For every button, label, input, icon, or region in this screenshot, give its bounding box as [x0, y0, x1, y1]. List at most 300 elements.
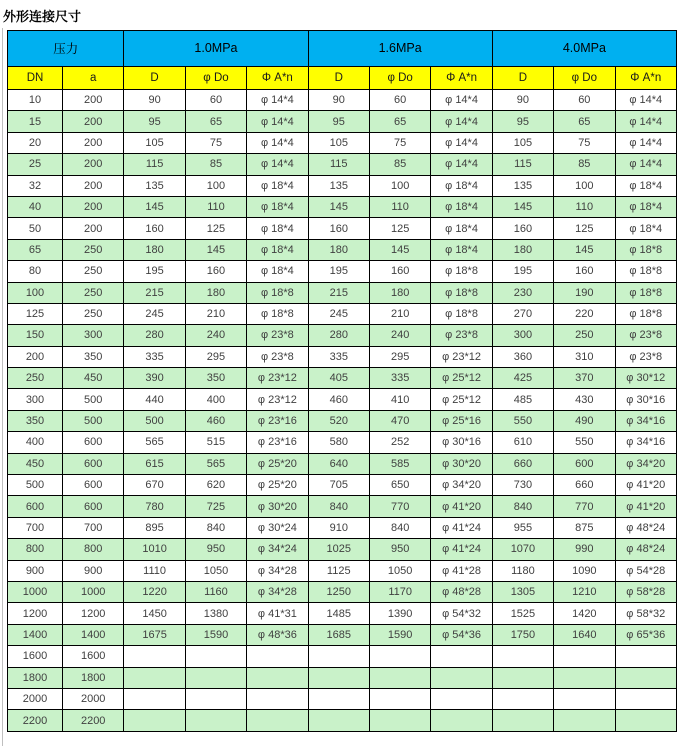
table-cell: φ 23*16 [247, 410, 308, 431]
table-cell: φ 41*20 [615, 475, 676, 496]
table-cell: 90 [124, 90, 185, 111]
table-cell: 135 [492, 175, 553, 196]
table-cell [615, 646, 676, 667]
table-cell: φ 34*28 [247, 560, 308, 581]
table-cell: 1400 [63, 624, 124, 645]
sheet-left-gridline [2, 28, 3, 746]
table-cell: 160 [124, 218, 185, 239]
table-cell: 160 [492, 218, 553, 239]
table-cell: φ 34*24 [247, 539, 308, 560]
table-cell: 450 [63, 368, 124, 389]
table-cell: 600 [554, 453, 615, 474]
table-cell: 60 [369, 90, 430, 111]
table-cell: φ 14*4 [431, 132, 492, 153]
table-cell [308, 667, 369, 688]
table-cell: 160 [185, 261, 246, 282]
table-cell: 250 [554, 325, 615, 346]
table-cell: 640 [308, 453, 369, 474]
table-cell: 520 [308, 410, 369, 431]
table-cell: 500 [63, 410, 124, 431]
table-cell: 240 [369, 325, 430, 346]
table-row [8, 90, 677, 111]
table-cell [247, 710, 308, 731]
table-cell: φ 30*20 [431, 453, 492, 474]
table-row [8, 389, 677, 410]
table-row [8, 539, 677, 560]
table-cell [369, 688, 430, 709]
table-cell: φ 14*4 [615, 154, 676, 175]
table-cell [124, 688, 185, 709]
table-row [8, 496, 677, 517]
table-cell: 950 [185, 539, 246, 560]
table-cell: φ 18*4 [431, 175, 492, 196]
table-cell: 65 [554, 111, 615, 132]
table-cell: 250 [8, 368, 63, 389]
table-cell [124, 646, 185, 667]
table-cell: 360 [492, 346, 553, 367]
table-cell: 295 [369, 346, 430, 367]
table-cell: 250 [63, 303, 124, 324]
table-cell [492, 646, 553, 667]
table-cell: 725 [185, 496, 246, 517]
table-cell: 200 [8, 346, 63, 367]
table-row [8, 560, 677, 581]
table-cell: φ 34*20 [615, 453, 676, 474]
table-cell: 135 [308, 175, 369, 196]
table-cell: φ 58*28 [615, 581, 676, 602]
table-cell: 15 [8, 111, 63, 132]
table-cell: 1180 [492, 560, 553, 581]
table-cell: φ 14*4 [247, 90, 308, 111]
table-cell: φ 18*8 [247, 282, 308, 303]
table-cell: φ 18*4 [615, 218, 676, 239]
table-cell: φ 41*20 [431, 496, 492, 517]
table-cell: 2000 [63, 688, 124, 709]
table-cell: 490 [554, 410, 615, 431]
table-cell: 200 [63, 196, 124, 217]
table-cell: 705 [308, 475, 369, 496]
table-cell: φ 30*24 [247, 517, 308, 538]
table-cell: 500 [8, 475, 63, 496]
column-header: D [308, 66, 369, 90]
column-header: Φ A*n [247, 66, 308, 90]
table-row [8, 303, 677, 324]
table-cell: 145 [554, 239, 615, 260]
table-cell: 95 [124, 111, 185, 132]
table-row [8, 432, 677, 453]
table-row [8, 453, 677, 474]
table-cell: 145 [369, 239, 430, 260]
table-cell [431, 646, 492, 667]
table-cell [492, 688, 553, 709]
table-cell [247, 688, 308, 709]
table-cell: 2200 [8, 710, 63, 731]
table-cell: 500 [63, 389, 124, 410]
table-cell: 335 [308, 346, 369, 367]
table-cell: 105 [308, 132, 369, 153]
table-cell: φ 30*20 [247, 496, 308, 517]
table-cell: 1250 [308, 581, 369, 602]
table-cell: 565 [185, 453, 246, 474]
table-cell: 310 [554, 346, 615, 367]
table-cell: 565 [124, 432, 185, 453]
table-cell [369, 710, 430, 731]
table-cell: 105 [492, 132, 553, 153]
table-cell: 1220 [124, 581, 185, 602]
table-row [8, 325, 677, 346]
table-row [8, 175, 677, 196]
table-cell: φ 18*4 [431, 218, 492, 239]
table-cell: φ 30*12 [615, 368, 676, 389]
table-cell [247, 667, 308, 688]
table-cell: 840 [185, 517, 246, 538]
table-cell: φ 18*4 [431, 196, 492, 217]
table-cell: 125 [554, 218, 615, 239]
pressure-label-header: 压力 [8, 31, 124, 67]
table-cell: 100 [369, 175, 430, 196]
table-cell: 955 [492, 517, 553, 538]
table-cell: φ 54*36 [431, 624, 492, 645]
table-cell: 1640 [554, 624, 615, 645]
table-cell: 430 [554, 389, 615, 410]
table-cell: 800 [8, 539, 63, 560]
table-cell: 65 [8, 239, 63, 260]
table-cell: 770 [369, 496, 430, 517]
table-cell: φ 18*8 [615, 239, 676, 260]
table-cell: 440 [124, 389, 185, 410]
table-cell: 160 [308, 218, 369, 239]
table-cell: 280 [308, 325, 369, 346]
table-cell: 60 [554, 90, 615, 111]
table-row [8, 239, 677, 260]
table-cell: 80 [8, 261, 63, 282]
table-cell: 1400 [8, 624, 63, 645]
table-row [8, 218, 677, 239]
table-cell: φ 18*4 [431, 239, 492, 260]
table-cell: 600 [63, 432, 124, 453]
table-cell: φ 23*8 [615, 325, 676, 346]
table-cell: 180 [369, 282, 430, 303]
table-cell: 1050 [185, 560, 246, 581]
table-cell: 620 [185, 475, 246, 496]
table-cell: 295 [185, 346, 246, 367]
table-cell: φ 41*24 [431, 517, 492, 538]
table-cell: 660 [554, 475, 615, 496]
table-cell: 125 [369, 218, 430, 239]
table-cell: φ 18*8 [431, 282, 492, 303]
table-cell: φ 48*24 [615, 517, 676, 538]
table-cell: φ 18*4 [247, 196, 308, 217]
table-cell [124, 667, 185, 688]
table-cell: 1600 [8, 646, 63, 667]
table-cell: 1170 [369, 581, 430, 602]
table-cell: φ 58*32 [615, 603, 676, 624]
table-cell: φ 18*4 [615, 196, 676, 217]
table-cell: 245 [308, 303, 369, 324]
table-cell: 200 [63, 111, 124, 132]
table-cell: 1420 [554, 603, 615, 624]
table-cell: 280 [124, 325, 185, 346]
table-cell: 600 [8, 496, 63, 517]
column-header: Φ A*n [615, 66, 676, 90]
table-cell: 1485 [308, 603, 369, 624]
table-cell: φ 18*4 [247, 239, 308, 260]
table-cell: 1590 [369, 624, 430, 645]
table-cell: 95 [492, 111, 553, 132]
table-cell: φ 23*12 [247, 389, 308, 410]
table-cell: φ 23*8 [431, 325, 492, 346]
table-cell: 350 [63, 346, 124, 367]
table-cell: φ 25*20 [247, 475, 308, 496]
table-cell: 252 [369, 432, 430, 453]
table-cell [308, 710, 369, 731]
table-cell: φ 30*16 [431, 432, 492, 453]
table-cell [554, 688, 615, 709]
table-cell: φ 18*4 [247, 175, 308, 196]
table-cell: 1050 [369, 560, 430, 581]
table-cell: 215 [308, 282, 369, 303]
table-cell: φ 14*4 [615, 132, 676, 153]
table-row [8, 603, 677, 624]
table-cell: 200 [63, 218, 124, 239]
dimension-table [7, 30, 677, 732]
table-cell: 145 [124, 196, 185, 217]
table-cell: 115 [308, 154, 369, 175]
table-cell: 450 [8, 453, 63, 474]
table-cell: 1125 [308, 560, 369, 581]
table-row [8, 624, 677, 645]
table-cell: 1675 [124, 624, 185, 645]
table-cell: 100 [185, 175, 246, 196]
table-cell: 125 [8, 303, 63, 324]
table-cell: 1210 [554, 581, 615, 602]
table-row [8, 475, 677, 496]
table-cell: 990 [554, 539, 615, 560]
table-cell: 950 [369, 539, 430, 560]
table-cell: 1390 [369, 603, 430, 624]
table-cell: 1305 [492, 581, 553, 602]
table-cell: 300 [63, 325, 124, 346]
table-cell: 410 [369, 389, 430, 410]
table-cell [185, 710, 246, 731]
table-cell: 110 [185, 196, 246, 217]
table-cell: 150 [8, 325, 63, 346]
table-cell: 145 [492, 196, 553, 217]
table-cell: 405 [308, 368, 369, 389]
table-cell: 585 [369, 453, 430, 474]
table-cell [185, 646, 246, 667]
table-cell: 65 [185, 111, 246, 132]
table-cell: 10 [8, 90, 63, 111]
table-cell: 300 [492, 325, 553, 346]
table-cell [492, 667, 553, 688]
table-row [8, 196, 677, 217]
table-cell: 75 [369, 132, 430, 153]
table-cell: φ 30*16 [615, 389, 676, 410]
column-header-row [8, 66, 677, 90]
table-cell: 85 [554, 154, 615, 175]
table-cell: 250 [63, 282, 124, 303]
table-cell: 25 [8, 154, 63, 175]
table-cell: 460 [308, 389, 369, 410]
table-row [8, 261, 677, 282]
table-cell: 390 [124, 368, 185, 389]
table-row [8, 346, 677, 367]
table-cell: 1750 [492, 624, 553, 645]
page-title: 外形连接尺寸 [3, 9, 82, 24]
table-cell: 660 [492, 453, 553, 474]
table-cell: 75 [185, 132, 246, 153]
table-cell: φ 23*12 [247, 368, 308, 389]
pressure-header-row [8, 31, 677, 67]
pressure-group-header: 1.0MPa [124, 31, 308, 67]
column-header: φ Do [554, 66, 615, 90]
table-cell: 500 [124, 410, 185, 431]
column-header: DN [8, 66, 63, 90]
table-cell: 100 [8, 282, 63, 303]
table-cell: 1110 [124, 560, 185, 581]
table-cell: 615 [124, 453, 185, 474]
table-cell: φ 18*8 [431, 261, 492, 282]
table-cell: 1800 [63, 667, 124, 688]
table-cell: 1590 [185, 624, 246, 645]
table-cell: 200 [63, 132, 124, 153]
table-cell: 200 [63, 175, 124, 196]
table-cell [492, 710, 553, 731]
table-cell: 245 [124, 303, 185, 324]
table-cell [615, 688, 676, 709]
table-cell: 200 [63, 90, 124, 111]
table-cell: 770 [554, 496, 615, 517]
table-row [8, 688, 677, 709]
table-cell: φ 14*4 [431, 90, 492, 111]
table-cell: φ 14*4 [431, 154, 492, 175]
table-cell: φ 23*8 [247, 325, 308, 346]
table-cell: 335 [369, 368, 430, 389]
table-cell: 65 [369, 111, 430, 132]
table-cell: 240 [185, 325, 246, 346]
table-cell: 200 [63, 154, 124, 175]
table-cell [185, 667, 246, 688]
table-row [8, 111, 677, 132]
table-cell: 110 [369, 196, 430, 217]
table-cell: 335 [124, 346, 185, 367]
table-cell: 190 [554, 282, 615, 303]
table-cell [554, 646, 615, 667]
table-cell: 1450 [124, 603, 185, 624]
table-cell: φ 14*4 [247, 154, 308, 175]
table-cell [615, 667, 676, 688]
table-cell: 460 [185, 410, 246, 431]
table-cell: 840 [492, 496, 553, 517]
table-cell: 85 [185, 154, 246, 175]
table-cell: 210 [185, 303, 246, 324]
table-cell: 1090 [554, 560, 615, 581]
table-cell: 580 [308, 432, 369, 453]
table-cell: 470 [369, 410, 430, 431]
table-row [8, 282, 677, 303]
table-row [8, 368, 677, 389]
table-cell: 1600 [63, 646, 124, 667]
table-cell: 370 [554, 368, 615, 389]
table-cell: 90 [308, 90, 369, 111]
table-cell: 485 [492, 389, 553, 410]
table-cell: 800 [63, 539, 124, 560]
table-cell: φ 48*28 [431, 581, 492, 602]
table-cell: 215 [124, 282, 185, 303]
table-row [8, 667, 677, 688]
table-cell [554, 667, 615, 688]
table-cell: φ 23*16 [247, 432, 308, 453]
table-cell: 1000 [63, 581, 124, 602]
table-cell: 600 [63, 453, 124, 474]
table-cell: φ 23*12 [431, 346, 492, 367]
table-cell: 50 [8, 218, 63, 239]
table-cell: φ 18*4 [615, 175, 676, 196]
table-cell: 195 [308, 261, 369, 282]
table-cell: 1200 [8, 603, 63, 624]
table-cell: φ 18*8 [431, 303, 492, 324]
table-cell [369, 646, 430, 667]
table-cell: 2000 [8, 688, 63, 709]
table-cell: 75 [554, 132, 615, 153]
pressure-group-header: 1.6MPa [308, 31, 492, 67]
table-cell: φ 14*4 [615, 90, 676, 111]
table-cell: 230 [492, 282, 553, 303]
table-cell: φ 41*31 [247, 603, 308, 624]
table-cell: 1525 [492, 603, 553, 624]
table-cell: 780 [124, 496, 185, 517]
table-cell: 2200 [63, 710, 124, 731]
table-cell: φ 41*24 [431, 539, 492, 560]
table-cell: 1685 [308, 624, 369, 645]
table-cell: φ 41*28 [431, 560, 492, 581]
pressure-group-header: 4.0MPa [492, 31, 676, 67]
table-cell: 600 [63, 496, 124, 517]
table-row [8, 710, 677, 731]
table-cell: 145 [308, 196, 369, 217]
column-header: φ Do [185, 66, 246, 90]
table-cell: 180 [308, 239, 369, 260]
table-cell: 425 [492, 368, 553, 389]
table-cell: φ 34*20 [431, 475, 492, 496]
table-cell: 220 [554, 303, 615, 324]
table-cell: φ 23*8 [615, 346, 676, 367]
table-cell [431, 688, 492, 709]
table-cell: φ 18*4 [247, 218, 308, 239]
table-row [8, 410, 677, 431]
table-cell: 700 [63, 517, 124, 538]
table-cell: φ 34*28 [247, 581, 308, 602]
table-cell: 105 [124, 132, 185, 153]
table-cell: φ 54*28 [615, 560, 676, 581]
table-cell: φ 14*4 [615, 111, 676, 132]
table-cell: 875 [554, 517, 615, 538]
table-cell: φ 34*16 [615, 432, 676, 453]
table-cell: 910 [308, 517, 369, 538]
table-cell: 90 [492, 90, 553, 111]
table-cell: 160 [369, 261, 430, 282]
table-cell [431, 667, 492, 688]
table-cell: 160 [554, 261, 615, 282]
table-cell: 350 [8, 410, 63, 431]
table-cell: φ 18*8 [615, 261, 676, 282]
table-cell: 840 [369, 517, 430, 538]
table-cell: 110 [554, 196, 615, 217]
table-cell: 145 [185, 239, 246, 260]
table-row [8, 581, 677, 602]
table-cell: 515 [185, 432, 246, 453]
